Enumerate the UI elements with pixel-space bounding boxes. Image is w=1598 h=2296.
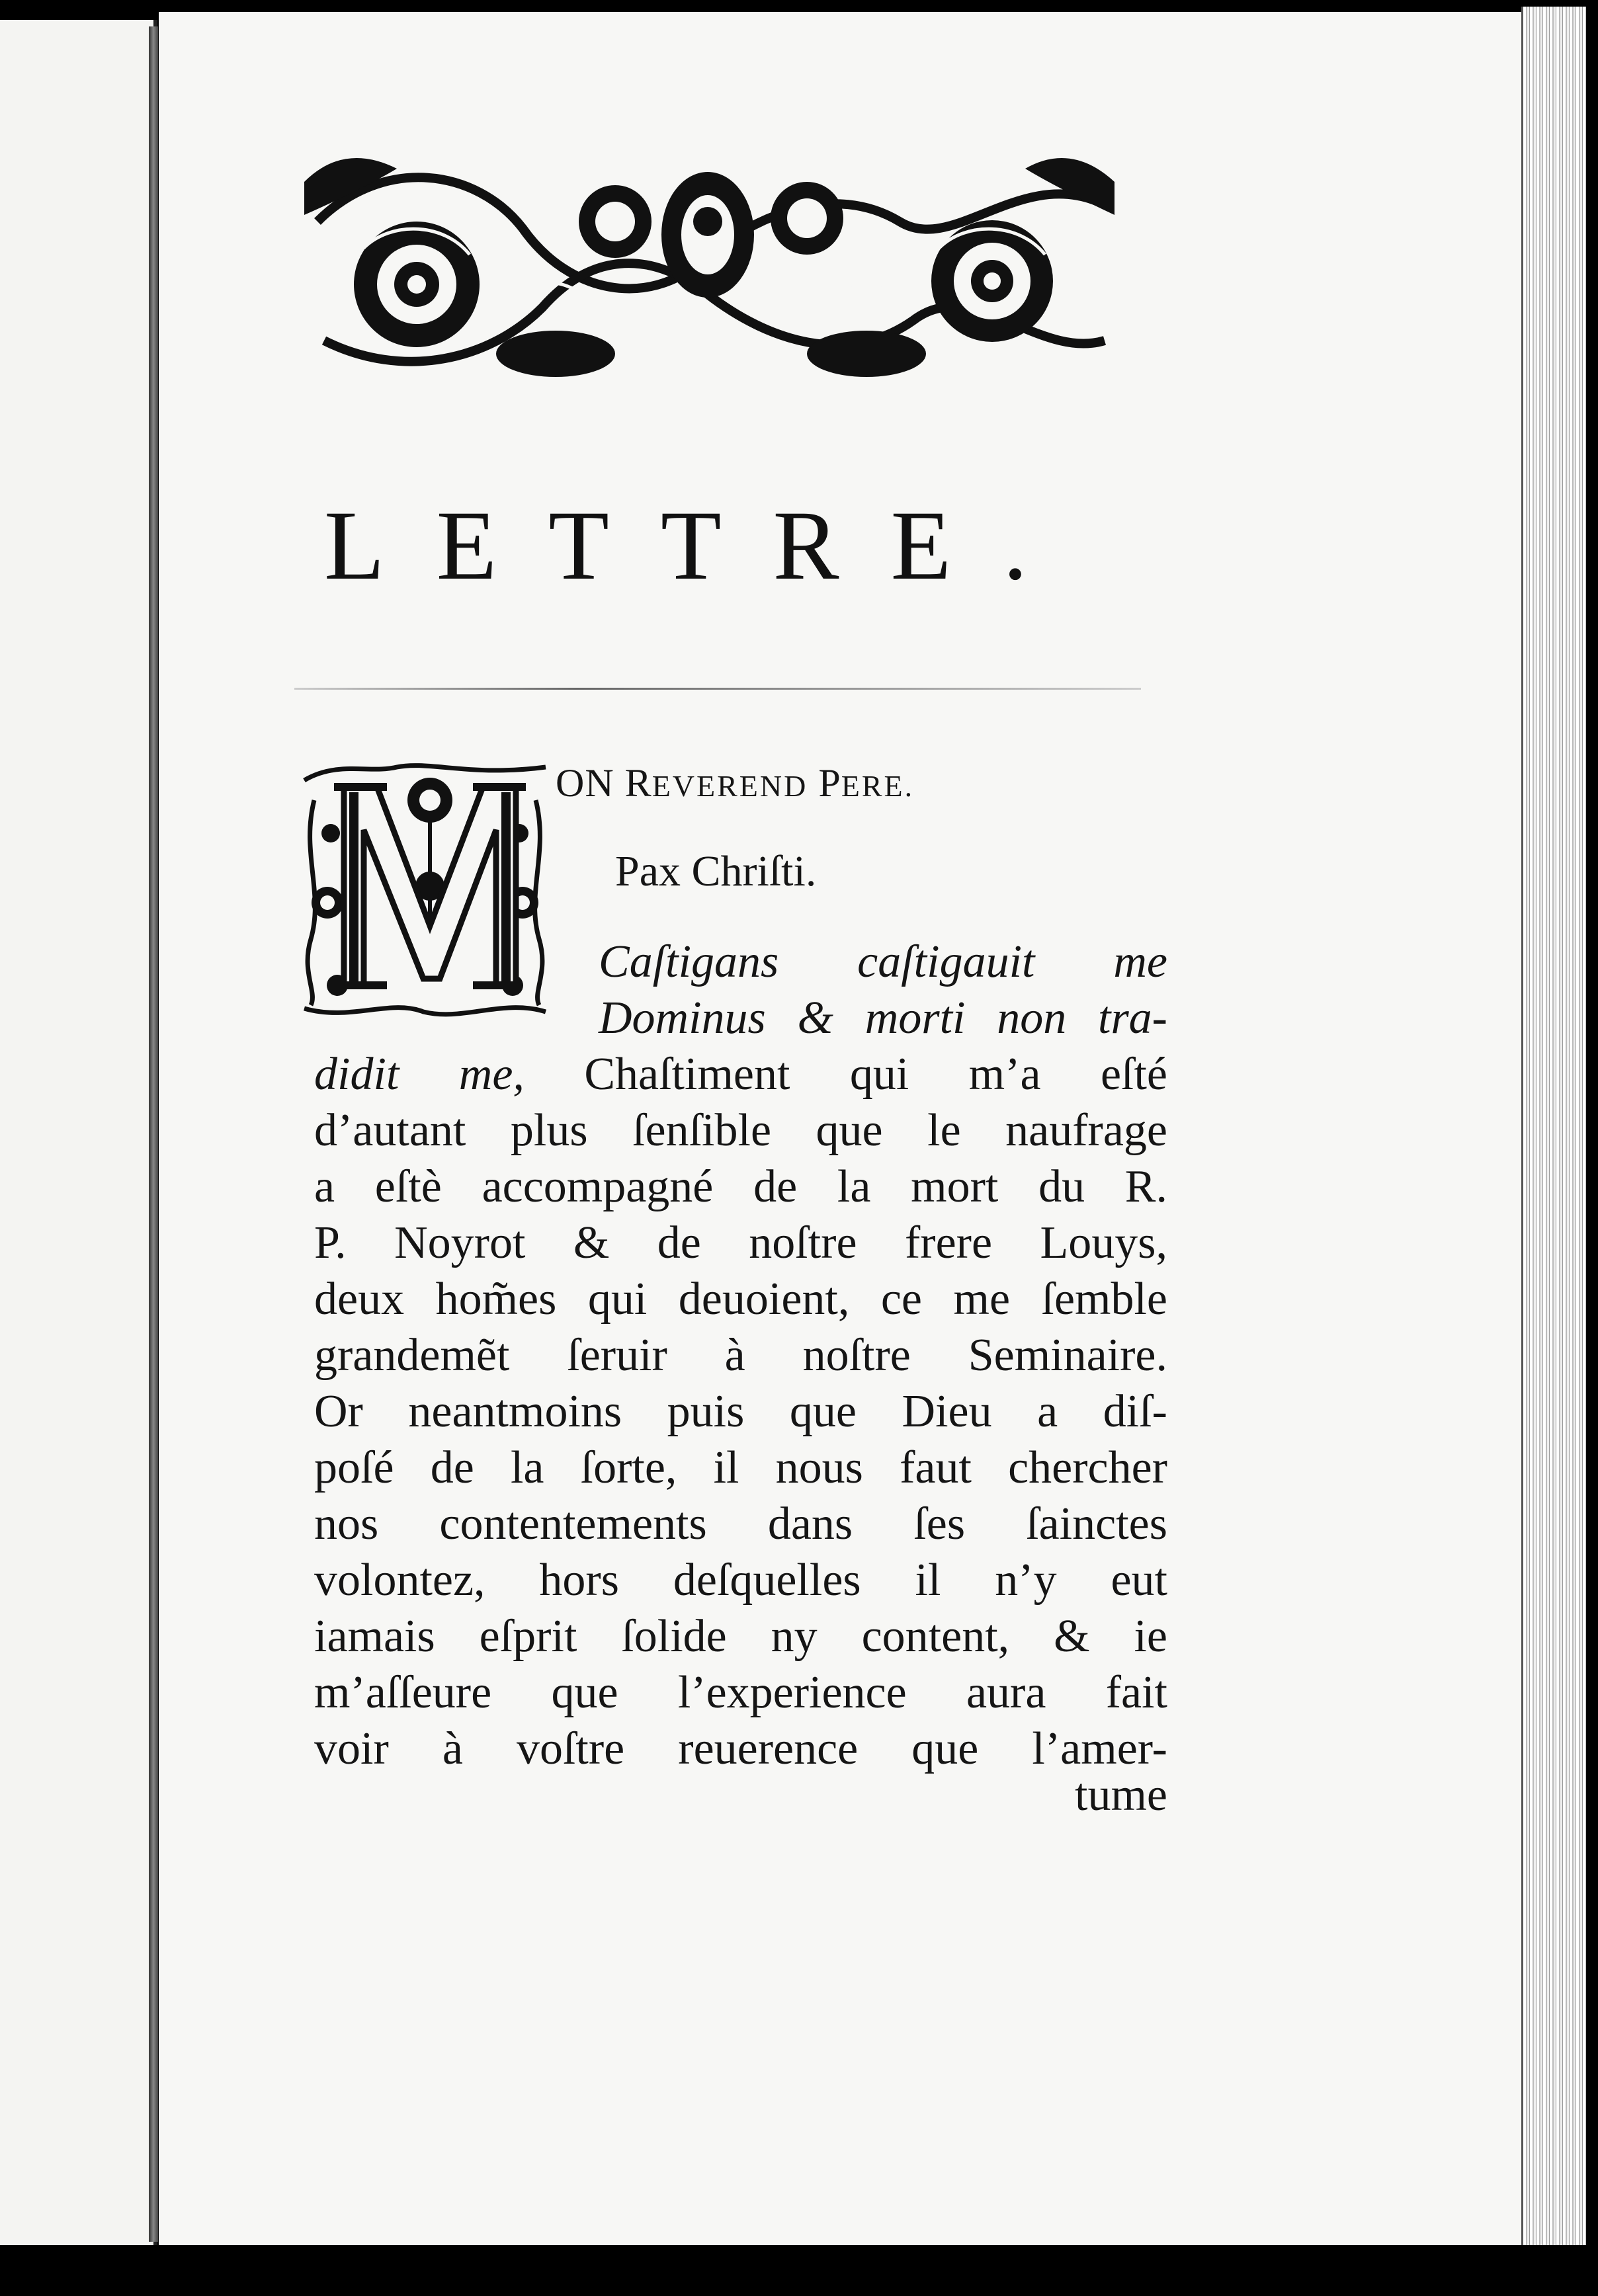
text-line-6: P. Noyrot & de noſtre frere Louys, xyxy=(314,1217,1167,1268)
text-line-11: nos contentements dans ſes ſainctes xyxy=(314,1498,1167,1549)
text-line-15: voir à voſtre reuerence que l’amer- xyxy=(314,1723,1167,1774)
text-line-14: m’aſſeure que l’experience aura fait xyxy=(314,1667,1167,1718)
title-rule xyxy=(294,688,1141,690)
text-line-2: Dominus & morti non tra- xyxy=(599,993,1167,1044)
text-line-5: a eſtè accompagné de la mort du R. xyxy=(314,1161,1167,1212)
scan-border xyxy=(0,2245,1598,2296)
catchword: tume xyxy=(1075,1770,1167,1821)
salutation-word3: ERE. xyxy=(841,769,915,803)
salutation-word3-initial: P xyxy=(818,761,841,805)
salutation xyxy=(556,760,914,806)
text-line-3-rest: Chaſtiment qui m’a eſté xyxy=(524,1049,1167,1100)
text-line-3 xyxy=(314,1051,1167,1098)
text-line-13: iamais eſprit ſolide ny content, & ie xyxy=(314,1611,1167,1662)
salutation-first: ON xyxy=(556,761,614,805)
text-line-7: deux hom̃es qui deuoient, ce me ſemble xyxy=(314,1274,1167,1325)
decorated-initial xyxy=(298,760,552,1022)
salutation-word2: EVEREND xyxy=(652,769,808,803)
text-line-12: volontez, hors deſquelles il n’y eut xyxy=(314,1555,1167,1606)
salutation-word2-initial: R xyxy=(624,761,652,805)
text-line-4: d’autant plus ſenſible que le naufrage xyxy=(314,1105,1167,1156)
greeting: Pax Chriſti. xyxy=(615,847,817,895)
page-title: LETTRE. xyxy=(324,491,1079,600)
text-line-1: Caſtigans caſtigauit me xyxy=(599,936,1167,987)
text-line-10: poſé de la ſorte, il nous faut chercher xyxy=(314,1442,1167,1493)
facing-page-edge xyxy=(0,20,157,2248)
text-line-8: grandemẽt ſeruir à noſtre Seminaire. xyxy=(314,1330,1167,1381)
ornamental-headpiece xyxy=(304,142,1114,393)
book-gutter xyxy=(149,26,158,2242)
text-line-3-italic: didit me, xyxy=(314,1049,525,1100)
page-block-edge xyxy=(1521,7,1586,2248)
text-line-9: Or neantmoins puis que Dieu a diſ- xyxy=(314,1386,1167,1437)
